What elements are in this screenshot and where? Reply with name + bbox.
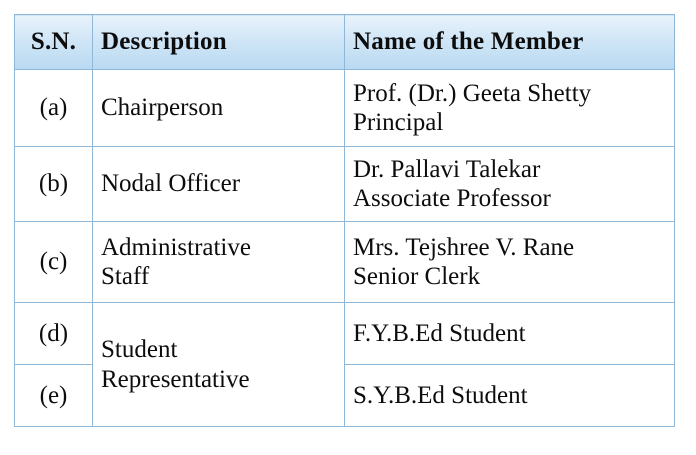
member-name-line: F.Y.B.Ed Student — [353, 319, 526, 347]
cell-sn: (d) — [15, 303, 93, 365]
description-line: Administrative — [101, 233, 251, 261]
table-row — [15, 70, 675, 147]
table-row — [15, 303, 675, 365]
column-header-sn: S.N. — [15, 15, 93, 70]
table-header-row — [15, 15, 675, 70]
member-name-line: Mrs. Tejshree V. Rane — [353, 233, 575, 261]
table-row — [15, 147, 675, 222]
member-name-line: Dr. Pallavi Talekar — [353, 155, 541, 183]
table-header — [15, 15, 675, 70]
member-role-line: Senior Clerk — [353, 263, 481, 290]
description-line: Chairperson — [101, 94, 224, 122]
member-role-line: Associate Professor — [353, 185, 551, 212]
table-body — [15, 70, 675, 427]
column-header-member-name: Name of the Member — [345, 15, 675, 70]
cell-member-name — [345, 147, 675, 222]
cell-description — [93, 222, 345, 303]
cell-sn: (c) — [15, 222, 93, 303]
member-role-line: Principal — [353, 109, 444, 136]
cell-sn: (e) — [15, 365, 93, 427]
member-name-line: S.Y.B.Ed Student — [353, 381, 528, 409]
column-header-description: Description — [93, 15, 345, 70]
cell-sn: (b) — [15, 147, 93, 222]
cell-member-name — [345, 365, 675, 427]
description-line: Nodal Officer — [101, 170, 241, 198]
committee-table — [14, 14, 675, 427]
cell-member-name — [345, 70, 675, 147]
member-name-line: Prof. (Dr.) Geeta Shetty — [353, 79, 592, 107]
cell-description — [93, 147, 345, 222]
description-line-2: Staff — [101, 263, 150, 290]
cell-member-name — [345, 303, 675, 365]
description-line: Student — [101, 336, 178, 363]
cell-sn: (a) — [15, 70, 93, 147]
cell-description — [93, 70, 345, 147]
cell-member-name — [345, 222, 675, 303]
description-line-2: Representative — [101, 365, 250, 393]
cell-description-student-representative — [93, 303, 345, 427]
table-row — [15, 222, 675, 303]
